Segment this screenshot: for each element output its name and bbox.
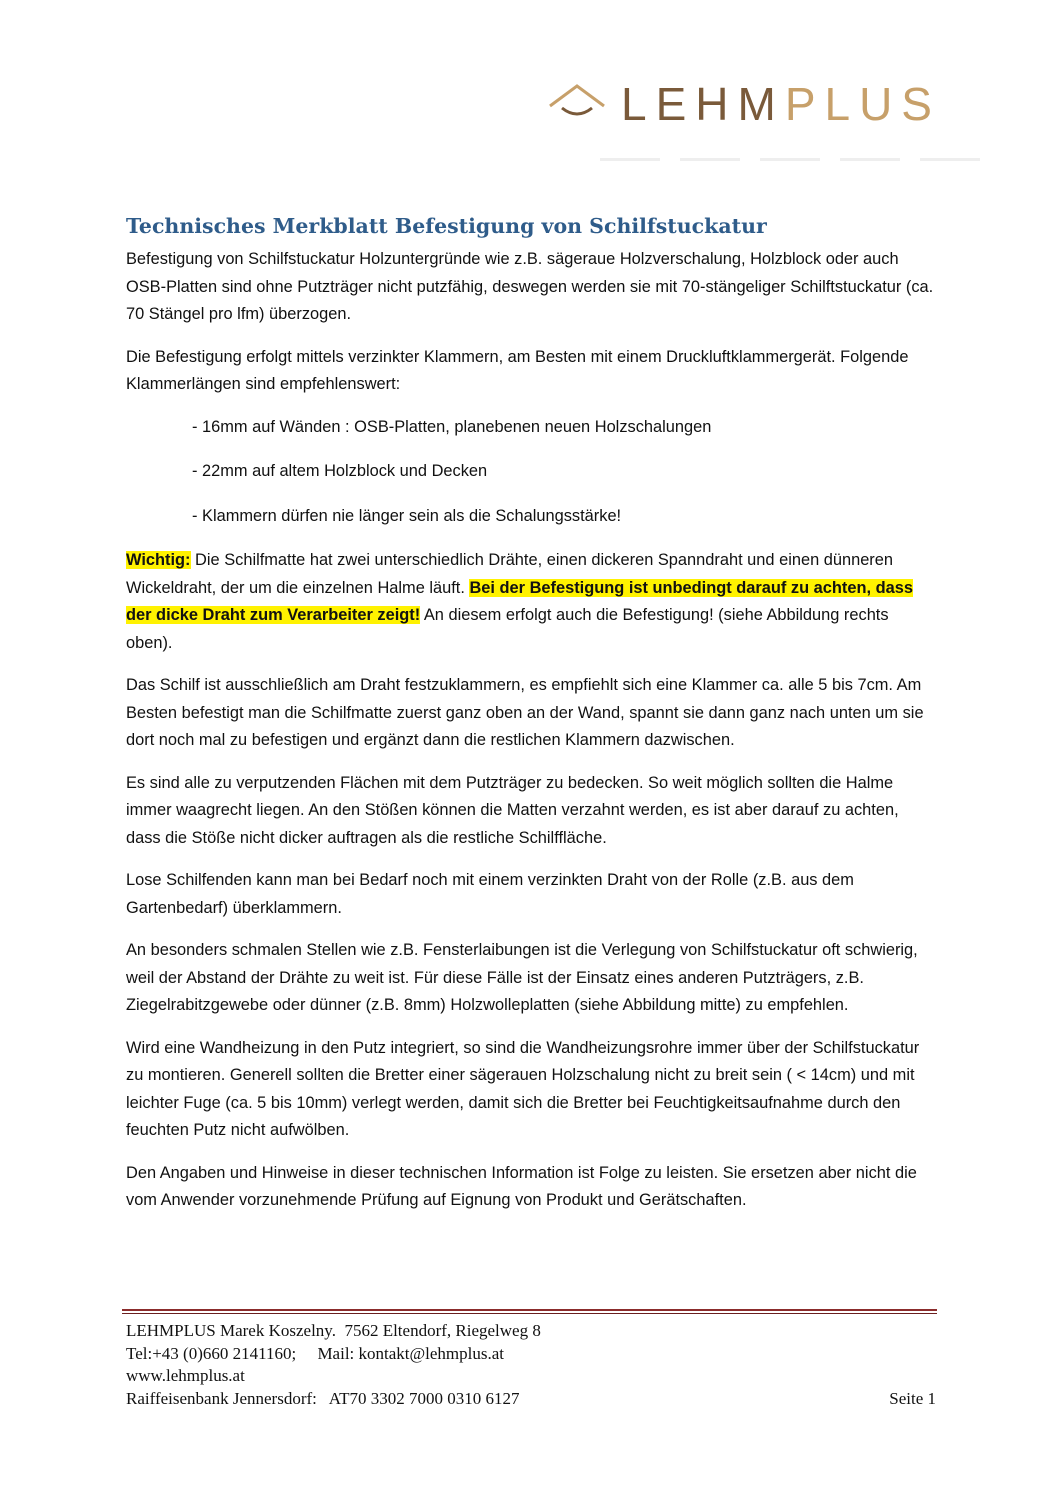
important-post: An diesem erfolgt auch die Befestigung! (siehe Abbildung rechts oben). xyxy=(126,606,889,652)
paragraph-important xyxy=(126,547,936,657)
important-highlight: Bei der Befestigung ist unbedingt darauf zu achten, dass der dicke Draht zum Verarbeiter zeigt! xyxy=(126,578,913,624)
important-text: Die Schilfmatte hat zwei unterschiedlich Drähte, einen dickeren Spanndraht und einen dünneren Wickeldraht, der um die einzelnen Halme läuft. xyxy=(126,551,894,597)
footer-website: www.lehmplus.at xyxy=(126,1366,245,1385)
paragraph-intro: Befestigung von Schilfstuckatur Holzuntergründe wie z.B. sägeraue Holzverschalung, Holzblock oder auch OSB-Platten sind ohne Putzträger nicht putzfähig, deswegen werden sie mit 70-stängeliger Schilftstuckatur (ca. 70 Stängel pro lfm) überzogen. xyxy=(126,250,934,323)
header-divider xyxy=(600,158,990,161)
page-number: Seite 1 xyxy=(889,1388,936,1408)
list-item: - 16mm auf Wänden : OSB-Platten, planebenen neuen Holzschalungen xyxy=(192,417,712,436)
document-title: Technisches Merkblatt Befestigung von Schilfstuckatur xyxy=(126,214,767,238)
staple-length-list xyxy=(126,414,936,531)
list-item: - Klammern dürfen nie länger sein als die Schalungsstärke! xyxy=(192,506,622,525)
paragraph-loose-ends: Lose Schilfenden kann man bei Bedarf noch mit einem verzinkten Draht von der Rolle (z.B. aus dem Gartenbedarf) überklammern. xyxy=(126,871,854,917)
paragraph-fastening: Die Befestigung erfolgt mittels verzinkter Klammern, am Besten mit einem Druckluftklammergerät. Folgende Klammerlängen sind empfehlenswert: xyxy=(126,347,909,393)
important-label: Wichtig: xyxy=(126,551,191,569)
paragraph-narrow-areas: An besonders schmalen Stellen wie z.B. Fensterlaibungen ist die Verlegung von Schilfstuckatur oft schwierig, weil der Abstand der Drähte zu weit ist. Für diese Fälle ist der Einsatz eines anderen Putzträgers, z.B. Ziegelrabitzgewebe oder dünner (z.B. 8mm) Holzwolleplatten (siehe Abbildung mitte) zu empfehlen. xyxy=(126,941,918,1014)
logo-wordmark xyxy=(621,78,941,130)
logo-wordmark-plus: PLUS xyxy=(784,78,941,130)
logo-wordmark-lehm: LEHM xyxy=(621,78,785,130)
footer-address: LEHMPLUS Marek Koszelny. 7562 Eltendorf, Riegelweg 8 xyxy=(126,1321,541,1340)
footer-rule-thin xyxy=(122,1313,937,1314)
company-logo xyxy=(546,78,996,130)
list-item: - 22mm auf altem Holzblock und Decken xyxy=(192,462,488,480)
paragraph-wall-heating: Wird eine Wandheizung in den Putz integriert, so sind die Wandheizungsrohre immer über der Schilfstuckatur zu montieren. Generell sollten die Bretter einer sägerauen Holzschalung nicht zu breit sein ( < 14cm) und mit leichter Fuge (ca. 5 bis 10mm) verlegt werden, damit sich die Bretter bei Feuchtigkeitsaufnahme durch den feuchten Putz nicht aufwölben. xyxy=(126,1038,920,1139)
footer-bank: Raiffeisenbank Jennersdorf: AT70 3302 7000 0310 6127 xyxy=(126,1388,520,1408)
footer-rule xyxy=(122,1309,937,1311)
document-body xyxy=(126,212,936,1230)
house-roof-icon xyxy=(546,82,608,118)
footer-contact: Tel:+43 (0)660 2141160; Mail: kontakt@lehmplus.at xyxy=(126,1343,505,1363)
paragraph-stapling: Das Schilf ist ausschließlich am Draht festzuklammern, es empfiehlt sich eine Klammer ca. alle 5 bis 7cm. Am Besten befestigt man die Schilfmatte zuerst ganz oben an der Wand, spannt sie dann ganz nach unten um sie dort noch mal zu befestigen und ergänzt dann die restlichen Klammern dazwischen. xyxy=(126,676,924,749)
paragraph-coverage: Es sind alle zu verputzenden Flächen mit dem Putzträger zu bedecken. So weit möglich sollten die Halme immer waagrecht liegen. An den Stößen können die Matten verzahnt werden, es ist aber darauf zu achten, dass die Stöße nicht dicker auftragen als die restliche Schilffläche. xyxy=(126,773,899,847)
footer xyxy=(126,1320,936,1410)
paragraph-disclaimer: Den Angaben und Hinweise in dieser technischen Information ist Folge zu leisten. Sie ersetzen aber nicht die vom Anwender vorzunehmende Prüfung auf Eignung von Produkt und Gerätschaften. xyxy=(126,1163,917,1209)
